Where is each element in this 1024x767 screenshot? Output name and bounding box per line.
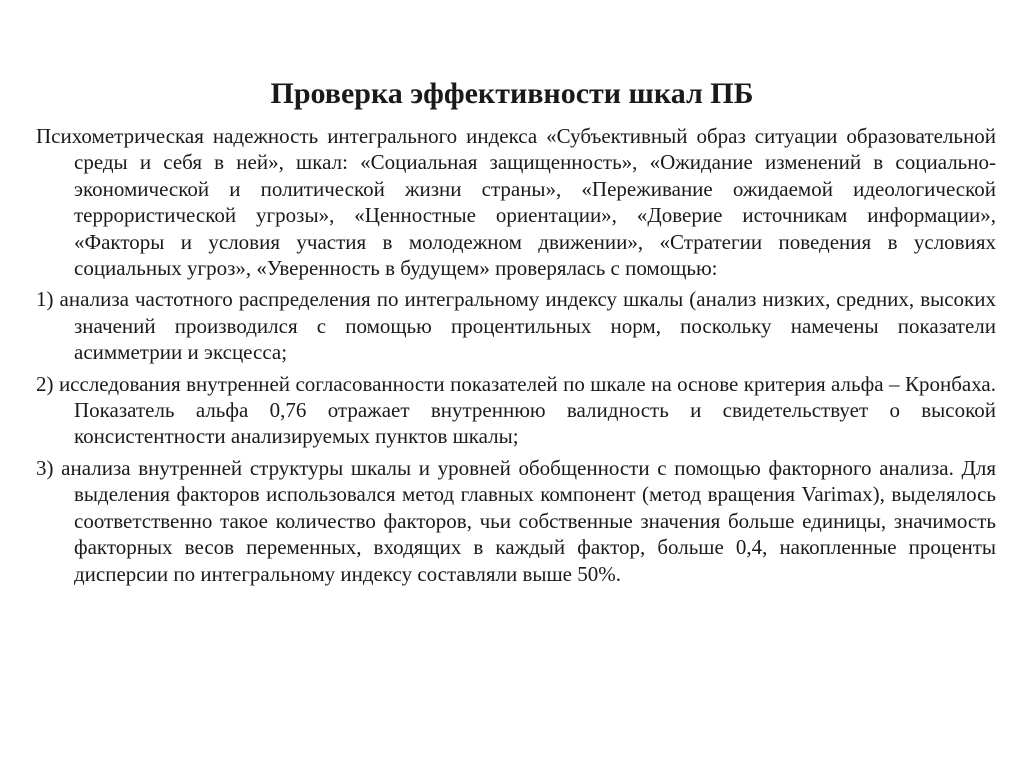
- list-item-2: 2) исследования внутренней согласованности показателей по шкале на основе критерия альфа – Кронбаха. Показатель альфа 0,76 отражает внутреннюю валидность и свидетельствует о высокой консистентности анализируемых пунктов шкалы;: [36, 371, 996, 449]
- list-item-3: 3) анализа внутренней структуры шкалы и уровней обобщенности с помощью факторного анализа. Для выделения факторов использовался метод главных компонент (метод вращения Varimax), выделялось соответственно такое количество факторов, чьи собственные значения больше единицы, значимость факторных весов переменных, входящих в каждый фактор, больше 0,4, накопленные проценты дисперсии по интегральному индексу составляли выше 50%.: [36, 455, 996, 586]
- slide-body: [36, 123, 996, 592]
- intro-paragraph: Психометрическая надежность интегрального индекса «Субъективный образ ситуации образовательной среды и себя в ней», шкал: «Социальная защищенность», «Ожидание изменений в социально-экономической и политической жизни страны», «Переживание ожидаемой идеологической террористической угрозы», «Ценностные ориентации», «Доверие источникам информации», «Факторы и условия участия в молодежном движении», «Стратегии поведения в условиях социальных угроз», «Уверенность в будущем» проверялась с помощью:: [36, 124, 996, 281]
- slide-title: Проверка эффективности шкал ПБ: [270, 77, 754, 110]
- list-item-1: 1) анализа частотного распределения по интегральному индексу шкалы (анализ низких, средних, высоких значений производился с помощью процентильных норм, поскольку намечены показатели асимметрии и эксцесса;: [36, 287, 996, 365]
